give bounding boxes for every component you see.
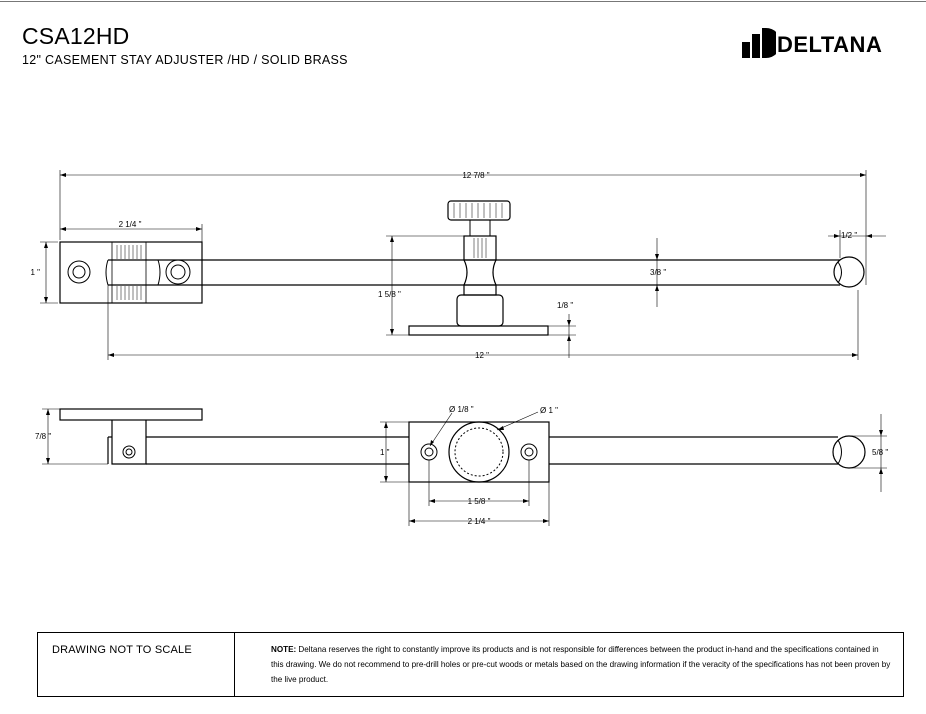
dim-base-width: 2 1/4 " <box>118 220 142 229</box>
dim-bracket-height: 7/8 " <box>35 432 52 441</box>
dim-hole-small: Ø 1/8 " <box>449 405 474 414</box>
note-text: Deltana reserves the right to constantly improve its products and is not responsible for differences between the product in-hand and the specifications contained in this drawing. We do not recommend to pre-drill holes or pre-cut woods or metals based on the drawing information if the veracity of the specifications has not been proven by the live product. <box>271 645 891 684</box>
dim-plate-thickness: 1/8 " <box>557 301 574 310</box>
dim-base-height: 1 " <box>30 268 40 277</box>
brand-name: DELTANA <box>777 32 883 57</box>
dim-rod-diameter: 3/8 " <box>650 268 667 277</box>
dim-ball-diameter: 1/2 " <box>841 231 858 240</box>
dim-hole-large: Ø 1 " <box>540 406 558 415</box>
note-label: NOTE: <box>271 645 297 654</box>
dim-ball-size: 5/8 " <box>872 448 889 457</box>
dim-block-height: 1 " <box>380 448 390 457</box>
dim-knob-height: 1 5/8 " <box>378 290 401 299</box>
dim-rod-length: 12 " <box>475 351 489 360</box>
footer-scale-cell <box>38 633 235 696</box>
dim-hole-spacing: 1 5/8 " <box>467 497 491 506</box>
product-description: 12" CASEMENT STAY ADJUSTER /HD / SOLID BRASS <box>22 53 348 67</box>
scale-note: DRAWING NOT TO SCALE <box>52 644 192 656</box>
dim-block-width: 2 1/4 " <box>467 517 491 526</box>
disclaimer-note <box>271 642 891 687</box>
dim-overall-length: 12 7/8 " <box>462 171 490 180</box>
model-number: CSA12HD <box>22 23 130 49</box>
